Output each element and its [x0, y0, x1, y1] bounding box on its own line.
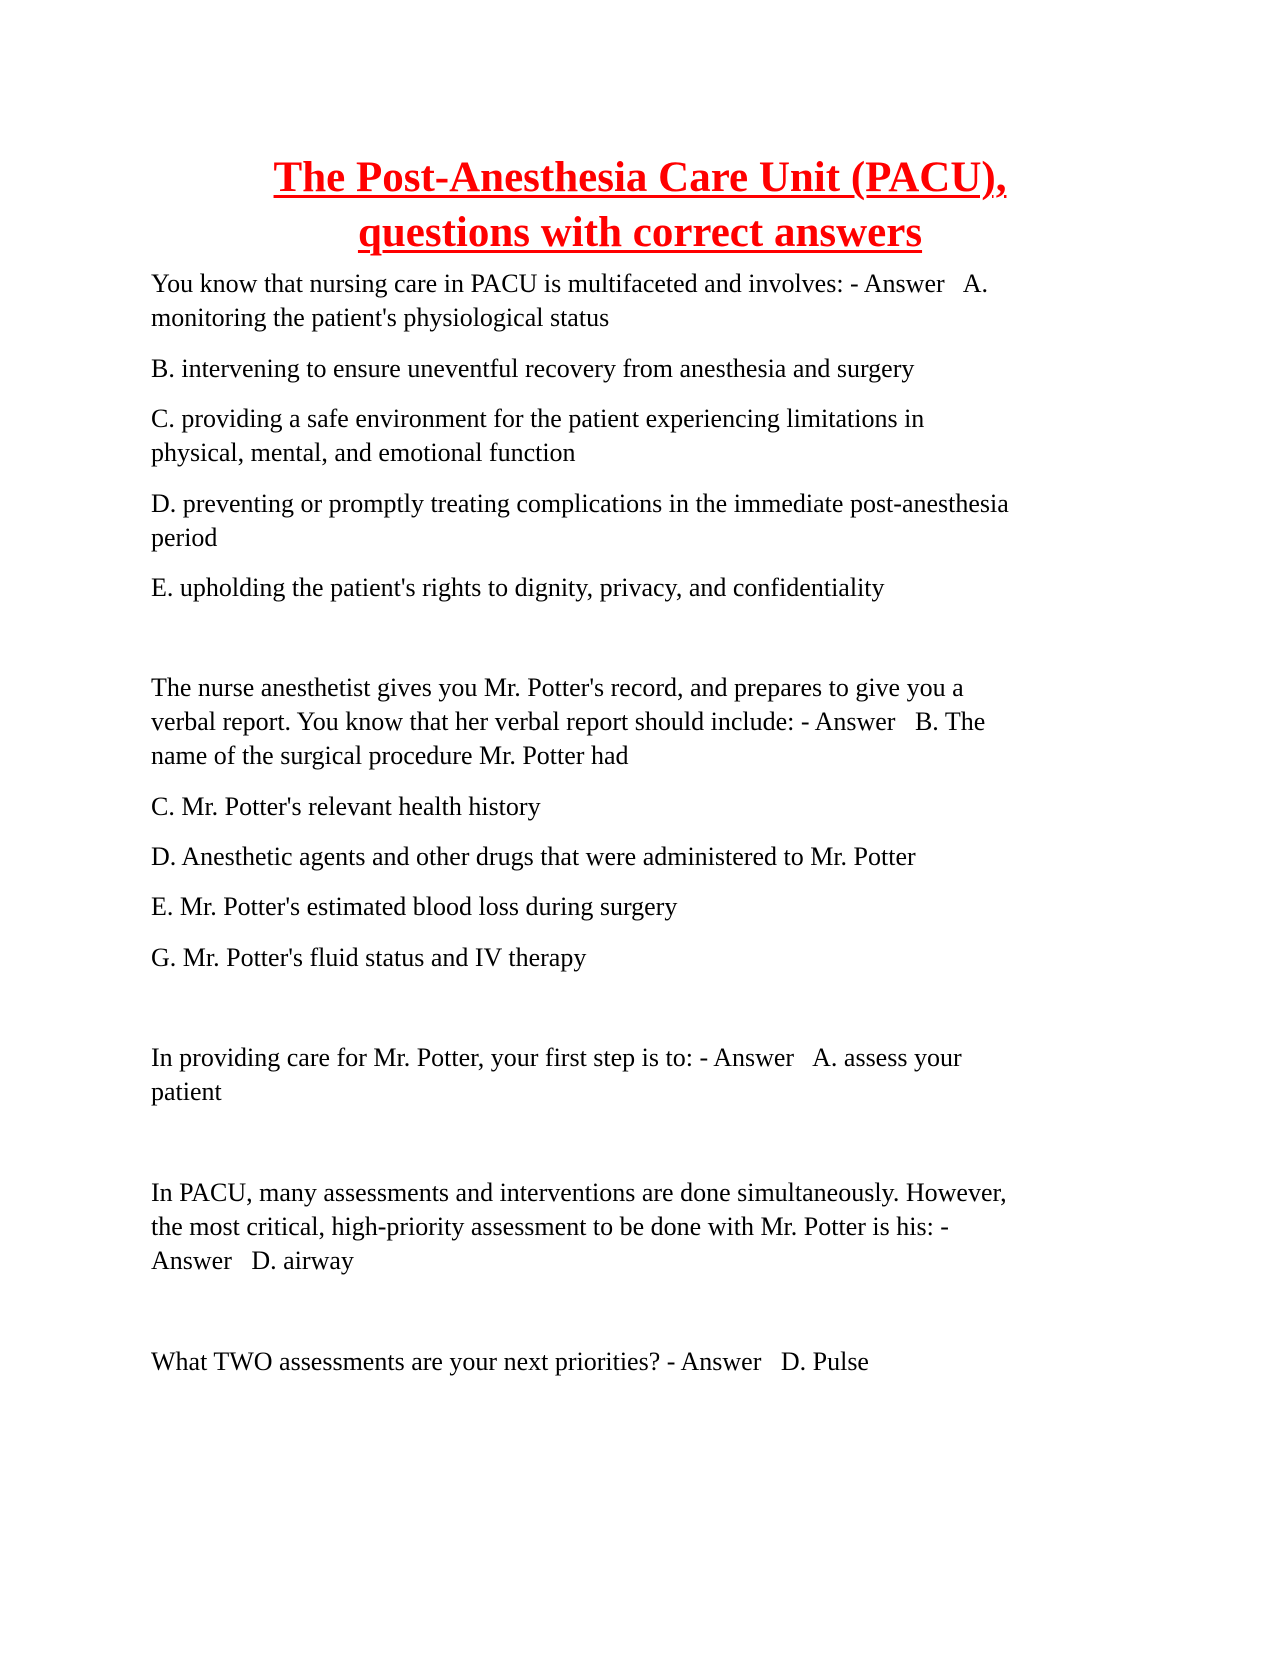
answer-option-c: C. Mr. Potter's relevant health history: [151, 792, 541, 821]
question-1-line-2: monitoring the patient's physiological status: [151, 303, 610, 332]
question-3-line-1: In providing care for Mr. Potter, your first step is to: - Answer A. assess your: [151, 1043, 962, 1072]
document-title-line-1: The Post-Anesthesia Care Unit (PACU),: [273, 154, 1007, 201]
document-title-line-2: questions with correct answers: [357, 209, 923, 256]
question-5-line-1: What TWO assessments are your next priorities? - Answer D. Pulse: [151, 1347, 869, 1376]
answer-option-g: G. Mr. Potter's fluid status and IV therapy: [151, 943, 587, 972]
answer-option-d-line-1: D. preventing or promptly treating complications in the immediate post-anesthesia: [151, 489, 1009, 518]
answer-option-b: B. intervening to ensure uneventful recovery from anesthesia and surgery: [151, 354, 915, 383]
question-4-line-1: In PACU, many assessments and interventions are done simultaneously. However,: [151, 1178, 1007, 1207]
answer-option-c-line-2: physical, mental, and emotional function: [151, 438, 576, 467]
question-2-line-1: The nurse anesthetist gives you Mr. Potter's record, and prepares to give you a: [151, 673, 964, 702]
question-4-line-3: Answer D. airway: [151, 1246, 354, 1275]
answer-option-c-line-1: C. providing a safe environment for the patient experiencing limitations in: [151, 404, 925, 433]
question-2-line-2: verbal report. You know that her verbal report should include: - Answer B. The: [151, 707, 986, 736]
answer-option-e: E. upholding the patient's rights to dignity, privacy, and confidentiality: [151, 573, 885, 602]
question-3-line-2: patient: [151, 1077, 222, 1106]
question-1-line-1: You know that nursing care in PACU is multifaceted and involves: - Answer A.: [151, 269, 988, 298]
question-2-line-3: name of the surgical procedure Mr. Potter had: [151, 741, 629, 770]
question-4-line-2: the most critical, high-priority assessment to be done with Mr. Potter is his: -: [151, 1212, 949, 1241]
answer-option-e: E. Mr. Potter's estimated blood loss during surgery: [151, 892, 678, 921]
answer-option-d: D. Anesthetic agents and other drugs that were administered to Mr. Potter: [151, 842, 916, 871]
answer-option-d-line-2: period: [151, 523, 218, 552]
